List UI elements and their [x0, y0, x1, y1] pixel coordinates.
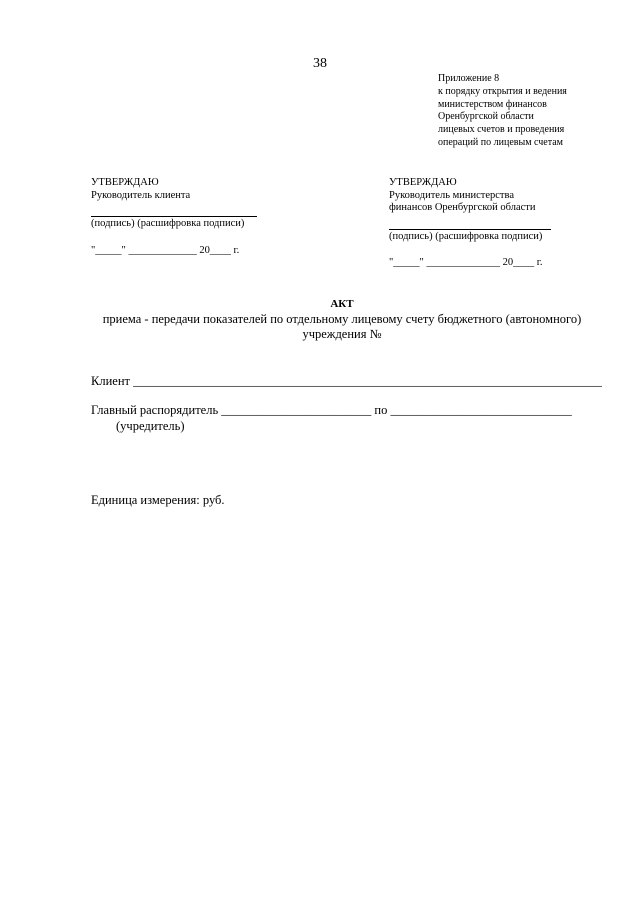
appendix-line: операций по лицевым счетам — [438, 136, 563, 148]
signature-caption: (подпись) (расшифровка подписи) — [91, 218, 245, 229]
page-number: 38 — [313, 56, 327, 71]
distributor-field: Главный распорядитель ________________________ по _____________________________ — [91, 403, 572, 417]
unit-of-measure: Единица измерения: руб. — [91, 493, 225, 507]
act-title-block — [0, 297, 640, 342]
date-line: "_____" ______________ 20____ г. — [389, 257, 543, 268]
approve-heading: УТВЕРЖДАЮ — [389, 177, 457, 188]
date-line: "_____" _____________ 20____ г. — [91, 244, 240, 256]
act-title: АКТ — [330, 298, 354, 310]
appendix-line: лицевых счетов и проведения — [438, 124, 565, 136]
approve-block-ministry — [389, 177, 551, 270]
signature-caption: (подпись) (расшифровка подписи) — [389, 230, 543, 242]
act-subtitle: приема - передачи показателей по отдельному лицевому счету бюджетного (автономного) — [102, 312, 582, 326]
approver-role: финансов Оренбургской области — [389, 202, 536, 213]
appendix-line: к порядку открытия и ведения — [438, 85, 567, 97]
appendix-note — [438, 73, 567, 150]
act-subtitle: учреждения № — [302, 327, 382, 341]
approver-role: Руководитель министерства — [389, 189, 514, 201]
approve-block-client — [91, 177, 257, 257]
signature-line — [389, 219, 551, 230]
signature-line — [91, 206, 257, 217]
approver-role: Руководитель клиента — [91, 189, 191, 201]
appendix-line: Приложение 8 — [438, 73, 500, 84]
appendix-line: Оренбургской области — [438, 111, 534, 123]
appendix-line: министерством финансов — [438, 98, 547, 110]
founder-caption: (учредитель) — [116, 419, 185, 433]
client-field: Клиент ___________________________________________________________________________ — [91, 374, 602, 388]
approve-heading: УТВЕРЖДАЮ — [91, 177, 159, 188]
